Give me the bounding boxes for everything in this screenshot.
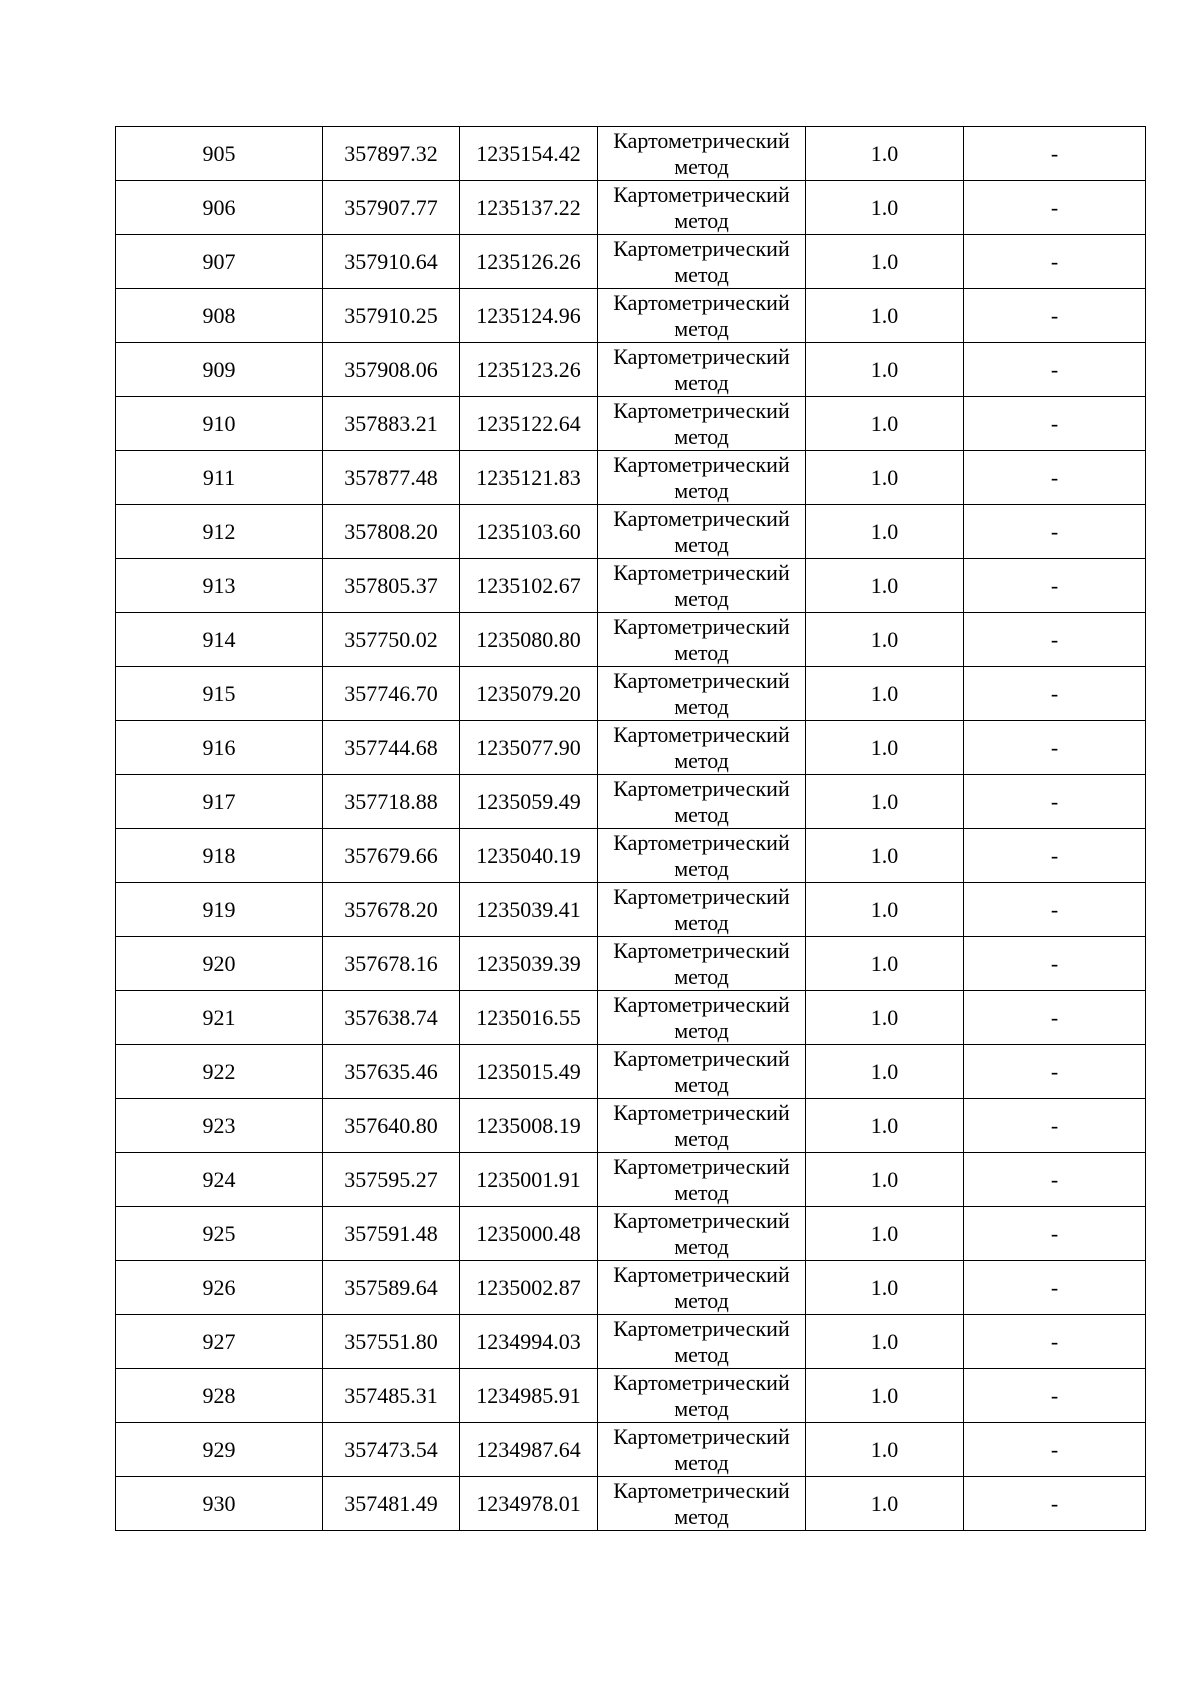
x-coordinate-cell: 357907.77	[323, 181, 460, 235]
point-number-cell: 910	[116, 397, 323, 451]
y-coordinate-cell: 1234987.64	[460, 1423, 598, 1477]
method-text-line1: Картометрический	[613, 1477, 790, 1503]
method-cell	[598, 343, 806, 397]
note-cell: -	[964, 721, 1146, 775]
method-text-line1: Картометрический	[613, 1207, 790, 1233]
method-cell	[598, 1423, 806, 1477]
method-text-line2: метод	[674, 585, 729, 611]
accuracy-cell: 1.0	[806, 1315, 964, 1369]
note-cell: -	[964, 775, 1146, 829]
point-number-cell: 906	[116, 181, 323, 235]
point-number-cell: 913	[116, 559, 323, 613]
accuracy-cell: 1.0	[806, 1207, 964, 1261]
note-cell: -	[964, 181, 1146, 235]
x-coordinate-cell: 357678.16	[323, 937, 460, 991]
y-coordinate-cell: 1235039.41	[460, 883, 598, 937]
method-text-line2: метод	[674, 963, 729, 989]
table-row	[116, 181, 1146, 235]
x-coordinate-cell: 357808.20	[323, 505, 460, 559]
table-row	[116, 613, 1146, 667]
note-cell: -	[964, 559, 1146, 613]
point-number-cell: 925	[116, 1207, 323, 1261]
x-coordinate-cell: 357595.27	[323, 1153, 460, 1207]
method-cell	[598, 1099, 806, 1153]
x-coordinate-cell: 357551.80	[323, 1315, 460, 1369]
accuracy-cell: 1.0	[806, 991, 964, 1045]
note-cell: -	[964, 937, 1146, 991]
method-text-line1: Картометрический	[613, 397, 790, 423]
y-coordinate-cell: 1234978.01	[460, 1477, 598, 1531]
accuracy-cell: 1.0	[806, 721, 964, 775]
accuracy-cell: 1.0	[806, 775, 964, 829]
method-text-line2: метод	[674, 693, 729, 719]
method-text-line2: метод	[674, 369, 729, 395]
accuracy-cell: 1.0	[806, 397, 964, 451]
method-cell	[598, 1477, 806, 1531]
point-number-cell: 909	[116, 343, 323, 397]
x-coordinate-cell: 357744.68	[323, 721, 460, 775]
table-row	[116, 937, 1146, 991]
point-number-cell: 911	[116, 451, 323, 505]
accuracy-cell: 1.0	[806, 667, 964, 721]
y-coordinate-cell: 1235001.91	[460, 1153, 598, 1207]
x-coordinate-cell: 357591.48	[323, 1207, 460, 1261]
method-text-line1: Картометрический	[613, 721, 790, 747]
method-text-line2: метод	[674, 261, 729, 287]
method-cell	[598, 883, 806, 937]
method-cell	[598, 721, 806, 775]
x-coordinate-cell: 357485.31	[323, 1369, 460, 1423]
accuracy-cell: 1.0	[806, 1153, 964, 1207]
y-coordinate-cell: 1234994.03	[460, 1315, 598, 1369]
method-text-line2: метод	[674, 477, 729, 503]
point-number-cell: 905	[116, 127, 323, 181]
method-text-line1: Картометрический	[613, 451, 790, 477]
table-row	[116, 505, 1146, 559]
method-text-line1: Картометрический	[613, 289, 790, 315]
table-row	[116, 1369, 1146, 1423]
point-number-cell: 923	[116, 1099, 323, 1153]
method-text-line2: метод	[674, 747, 729, 773]
method-cell	[598, 667, 806, 721]
table-row	[116, 397, 1146, 451]
accuracy-cell: 1.0	[806, 559, 964, 613]
note-cell: -	[964, 1315, 1146, 1369]
method-text-line1: Картометрический	[613, 1315, 790, 1341]
accuracy-cell: 1.0	[806, 1261, 964, 1315]
x-coordinate-cell: 357473.54	[323, 1423, 460, 1477]
method-text-line2: метод	[674, 909, 729, 935]
method-text-line2: метод	[674, 1071, 729, 1097]
x-coordinate-cell: 357679.66	[323, 829, 460, 883]
accuracy-cell: 1.0	[806, 289, 964, 343]
method-text-line1: Картометрический	[613, 1369, 790, 1395]
method-text-line1: Картометрический	[613, 937, 790, 963]
table-row	[116, 1261, 1146, 1315]
method-cell	[598, 937, 806, 991]
point-number-cell: 916	[116, 721, 323, 775]
x-coordinate-cell: 357805.37	[323, 559, 460, 613]
y-coordinate-cell: 1235059.49	[460, 775, 598, 829]
method-cell	[598, 1045, 806, 1099]
point-number-cell: 912	[116, 505, 323, 559]
table-row	[116, 343, 1146, 397]
table-row	[116, 1153, 1146, 1207]
table-row	[116, 667, 1146, 721]
method-text-line2: метод	[674, 1341, 729, 1367]
method-cell	[598, 829, 806, 883]
coordinates-table-body	[116, 127, 1146, 1531]
method-cell	[598, 1315, 806, 1369]
method-cell	[598, 1369, 806, 1423]
x-coordinate-cell: 357635.46	[323, 1045, 460, 1099]
point-number-cell: 908	[116, 289, 323, 343]
accuracy-cell: 1.0	[806, 343, 964, 397]
method-text-line1: Картометрический	[613, 127, 790, 153]
x-coordinate-cell: 357750.02	[323, 613, 460, 667]
note-cell: -	[964, 505, 1146, 559]
table-row	[116, 1423, 1146, 1477]
point-number-cell: 927	[116, 1315, 323, 1369]
note-cell: -	[964, 1207, 1146, 1261]
accuracy-cell: 1.0	[806, 181, 964, 235]
y-coordinate-cell: 1235008.19	[460, 1099, 598, 1153]
x-coordinate-cell: 357718.88	[323, 775, 460, 829]
note-cell: -	[964, 1477, 1146, 1531]
note-cell: -	[964, 289, 1146, 343]
method-text-line1: Картометрический	[613, 559, 790, 585]
note-cell: -	[964, 991, 1146, 1045]
method-cell	[598, 1261, 806, 1315]
method-text-line2: метод	[674, 1503, 729, 1529]
x-coordinate-cell: 357877.48	[323, 451, 460, 505]
y-coordinate-cell: 1235016.55	[460, 991, 598, 1045]
method-cell	[598, 505, 806, 559]
method-cell	[598, 289, 806, 343]
note-cell: -	[964, 1153, 1146, 1207]
method-text-line1: Картометрический	[613, 667, 790, 693]
accuracy-cell: 1.0	[806, 1099, 964, 1153]
point-number-cell: 922	[116, 1045, 323, 1099]
point-number-cell: 930	[116, 1477, 323, 1531]
method-text-line1: Картометрический	[613, 775, 790, 801]
note-cell: -	[964, 235, 1146, 289]
y-coordinate-cell: 1235126.26	[460, 235, 598, 289]
method-cell	[598, 775, 806, 829]
note-cell: -	[964, 667, 1146, 721]
method-cell	[598, 613, 806, 667]
table-row	[116, 1477, 1146, 1531]
method-text-line2: метод	[674, 1287, 729, 1313]
x-coordinate-cell: 357589.64	[323, 1261, 460, 1315]
table-row	[116, 1099, 1146, 1153]
y-coordinate-cell: 1235002.87	[460, 1261, 598, 1315]
method-cell	[598, 181, 806, 235]
point-number-cell: 918	[116, 829, 323, 883]
accuracy-cell: 1.0	[806, 613, 964, 667]
method-cell	[598, 235, 806, 289]
point-number-cell: 914	[116, 613, 323, 667]
method-text-line2: метод	[674, 801, 729, 827]
accuracy-cell: 1.0	[806, 937, 964, 991]
method-text-line2: метод	[674, 855, 729, 881]
note-cell: -	[964, 883, 1146, 937]
y-coordinate-cell: 1235102.67	[460, 559, 598, 613]
y-coordinate-cell: 1235121.83	[460, 451, 598, 505]
accuracy-cell: 1.0	[806, 1423, 964, 1477]
y-coordinate-cell: 1235040.19	[460, 829, 598, 883]
x-coordinate-cell: 357908.06	[323, 343, 460, 397]
point-number-cell: 928	[116, 1369, 323, 1423]
method-text-line2: метод	[674, 1395, 729, 1421]
table-row	[116, 289, 1146, 343]
x-coordinate-cell: 357678.20	[323, 883, 460, 937]
y-coordinate-cell: 1235137.22	[460, 181, 598, 235]
x-coordinate-cell: 357910.25	[323, 289, 460, 343]
method-text-line2: метод	[674, 531, 729, 557]
x-coordinate-cell: 357746.70	[323, 667, 460, 721]
method-text-line2: метод	[674, 1449, 729, 1475]
y-coordinate-cell: 1235123.26	[460, 343, 598, 397]
method-text-line2: метод	[674, 639, 729, 665]
table-row	[116, 127, 1146, 181]
y-coordinate-cell: 1235039.39	[460, 937, 598, 991]
table-row	[116, 1315, 1146, 1369]
method-text-line1: Картометрический	[613, 235, 790, 261]
y-coordinate-cell: 1235000.48	[460, 1207, 598, 1261]
method-text-line2: метод	[674, 1125, 729, 1151]
x-coordinate-cell: 357910.64	[323, 235, 460, 289]
method-cell	[598, 1207, 806, 1261]
y-coordinate-cell: 1235124.96	[460, 289, 598, 343]
table-row	[116, 991, 1146, 1045]
point-number-cell: 907	[116, 235, 323, 289]
point-number-cell: 915	[116, 667, 323, 721]
method-cell	[598, 1153, 806, 1207]
method-cell	[598, 559, 806, 613]
y-coordinate-cell: 1235154.42	[460, 127, 598, 181]
method-text-line1: Картометрический	[613, 1045, 790, 1071]
note-cell: -	[964, 397, 1146, 451]
method-cell	[598, 397, 806, 451]
method-text-line2: метод	[674, 423, 729, 449]
table-row	[116, 451, 1146, 505]
table-row	[116, 829, 1146, 883]
note-cell: -	[964, 1099, 1146, 1153]
y-coordinate-cell: 1234985.91	[460, 1369, 598, 1423]
method-text-line2: метод	[674, 315, 729, 341]
method-text-line1: Картометрический	[613, 1153, 790, 1179]
method-text-line1: Картометрический	[613, 505, 790, 531]
y-coordinate-cell: 1235079.20	[460, 667, 598, 721]
method-cell	[598, 451, 806, 505]
table-row	[116, 721, 1146, 775]
method-text-line1: Картометрический	[613, 181, 790, 207]
method-cell	[598, 991, 806, 1045]
method-text-line1: Картометрический	[613, 613, 790, 639]
method-text-line1: Картометрический	[613, 1261, 790, 1287]
table-row	[116, 1207, 1146, 1261]
note-cell: -	[964, 1261, 1146, 1315]
x-coordinate-cell: 357481.49	[323, 1477, 460, 1531]
note-cell: -	[964, 1369, 1146, 1423]
point-number-cell: 926	[116, 1261, 323, 1315]
y-coordinate-cell: 1235103.60	[460, 505, 598, 559]
note-cell: -	[964, 829, 1146, 883]
y-coordinate-cell: 1235077.90	[460, 721, 598, 775]
note-cell: -	[964, 613, 1146, 667]
note-cell: -	[964, 127, 1146, 181]
table-row	[116, 883, 1146, 937]
point-number-cell: 929	[116, 1423, 323, 1477]
point-number-cell: 919	[116, 883, 323, 937]
point-number-cell: 921	[116, 991, 323, 1045]
x-coordinate-cell: 357897.32	[323, 127, 460, 181]
accuracy-cell: 1.0	[806, 451, 964, 505]
table-row	[116, 1045, 1146, 1099]
method-text-line1: Картометрический	[613, 1423, 790, 1449]
table-row	[116, 559, 1146, 613]
note-cell: -	[964, 1045, 1146, 1099]
point-number-cell: 924	[116, 1153, 323, 1207]
accuracy-cell: 1.0	[806, 505, 964, 559]
method-text-line2: метод	[674, 1179, 729, 1205]
accuracy-cell: 1.0	[806, 1477, 964, 1531]
method-text-line2: метод	[674, 1017, 729, 1043]
accuracy-cell: 1.0	[806, 127, 964, 181]
accuracy-cell: 1.0	[806, 1369, 964, 1423]
accuracy-cell: 1.0	[806, 883, 964, 937]
x-coordinate-cell: 357640.80	[323, 1099, 460, 1153]
point-number-cell: 917	[116, 775, 323, 829]
table-row	[116, 235, 1146, 289]
table-row	[116, 775, 1146, 829]
point-number-cell: 920	[116, 937, 323, 991]
x-coordinate-cell: 357883.21	[323, 397, 460, 451]
note-cell: -	[964, 451, 1146, 505]
method-text-line1: Картометрический	[613, 829, 790, 855]
accuracy-cell: 1.0	[806, 1045, 964, 1099]
method-text-line1: Картометрический	[613, 343, 790, 369]
method-text-line2: метод	[674, 207, 729, 233]
method-text-line2: метод	[674, 153, 729, 179]
method-text-line1: Картометрический	[613, 883, 790, 909]
method-cell	[598, 127, 806, 181]
note-cell: -	[964, 1423, 1146, 1477]
accuracy-cell: 1.0	[806, 829, 964, 883]
note-cell: -	[964, 343, 1146, 397]
coordinates-table	[115, 126, 1146, 1531]
method-text-line2: метод	[674, 1233, 729, 1259]
accuracy-cell: 1.0	[806, 235, 964, 289]
method-text-line1: Картометрический	[613, 1099, 790, 1125]
x-coordinate-cell: 357638.74	[323, 991, 460, 1045]
method-text-line1: Картометрический	[613, 991, 790, 1017]
y-coordinate-cell: 1235122.64	[460, 397, 598, 451]
y-coordinate-cell: 1235015.49	[460, 1045, 598, 1099]
y-coordinate-cell: 1235080.80	[460, 613, 598, 667]
